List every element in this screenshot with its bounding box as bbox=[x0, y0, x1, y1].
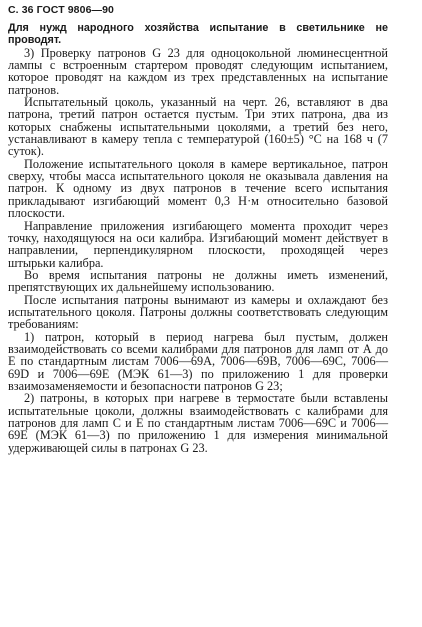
page-header: С. 36 ГОСТ 9806—90 bbox=[8, 4, 114, 16]
paragraph-3: 3) Проверку патронов G 23 для одноцокольной люминесцентной лампы с встроенным стартером проводят следующим испытанием, которое проводят на каждом из трех представленных на испытание патронов. bbox=[8, 45, 388, 97]
requirement-1: 1) патрон, который в период нагрева был пустым, должен взаимодействовать со всеми калибрами для патронов для ламп от А до Е по стандартным листам 7006—69А, 7006—69В, 7006—69С, 7006—69D и 7006—69Е (МЭК 61—3) по приложению 1 для проверки взаимозаменяемости и безопасности патронов G 23; bbox=[8, 329, 388, 393]
paragraph-direction: Направление приложения изгибающего момента проходит через точку, находящуюся на оси калибра. Изгибающий момент действует в направлении, перпендикулярном плоскости, проходящей через штырьки калибра. bbox=[8, 218, 388, 270]
document-body bbox=[8, 22, 388, 454]
paragraph-after-test: После испытания патроны вынимают из камеры и охлаждают без испытательного цоколя. Патроны должны соответствовать следующим требованиям: bbox=[8, 292, 388, 332]
paragraph-test-base: Испытательный цоколь, указанный на черт. 26, вставляют в два патрона, третий патрон остается пустым. Три этих патрона, два из которых снабжены испытательными цоколями, а третий без него, устанавливают в камеру тепла с температурой (160±5) °С на 168 ч (7 суток). bbox=[8, 95, 388, 159]
paragraph-position: Положение испытательного цоколя в камере вертикальное, патрон сверху, чтобы масса испытательного цоколя не оказывала давления на патрон. К одному из двух патронов в течение всего испытания прикладывают изгибающий момент 0,3 Н·м относительно базовой плоскости. bbox=[8, 156, 388, 221]
paragraph-during-test: Во время испытания патроны не должны иметь изменений, препятствующих их дальнейшему использованию. bbox=[8, 267, 388, 295]
requirement-2: 2) патроны, в которых при нагреве в термостате были вставлены испытательные цоколи, должны взаимодействовать с калибрами для патронов для ламп С и Е по стандартным листам 7006—69С и 7006—69Е (МЭК 61—3) по приложению 1 для измерения минимальной удерживающей силы в патронах G 23. bbox=[8, 391, 388, 455]
paragraph-note: Для нужд народного хозяйства испытание в светильнике не проводят. bbox=[8, 22, 388, 47]
